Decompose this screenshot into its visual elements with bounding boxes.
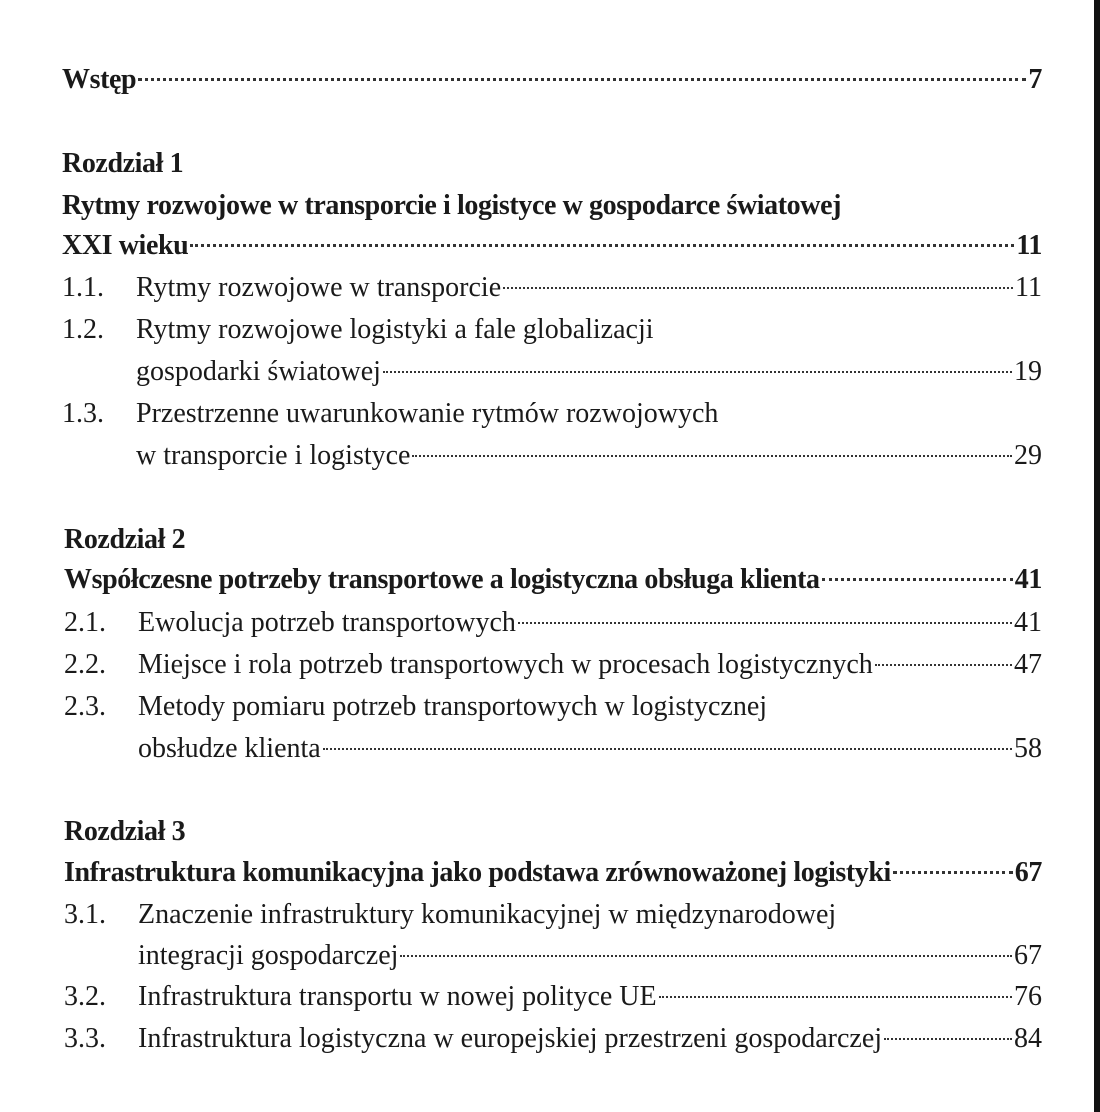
section-title: Przestrzenne uwarunkowanie rytmów rozwojowych xyxy=(136,398,719,429)
section-title: Ewolucja potrzeb transportowych xyxy=(138,607,516,638)
section-title: Infrastruktura logistyczna w europejskiej przestrzeni gospodarczej xyxy=(138,1023,883,1054)
section-title: Infrastruktura transportu w nowej polityce UE xyxy=(138,981,657,1012)
dot-leader xyxy=(503,287,1013,289)
dot-leader xyxy=(383,371,1012,373)
toc-entry-3-3[interactable] xyxy=(64,1019,1042,1059)
chapter-title: Infrastruktura komunikacyjna jako podstawa zrównoważonej logistyki xyxy=(64,857,891,888)
toc-entry-2-2[interactable] xyxy=(64,645,1042,685)
page-number: 58 xyxy=(1014,733,1042,764)
section-number: 3.3. xyxy=(64,1023,106,1054)
dot-leader xyxy=(884,1038,1012,1040)
section-title: Miejsce i rola potrzeb transportowych w procesach logistycznych xyxy=(138,649,873,680)
toc-entry-1-3[interactable] xyxy=(62,436,1042,476)
toc-entry-3-1[interactable] xyxy=(64,936,1042,976)
toc-entry-chapter-1[interactable] xyxy=(62,226,1042,266)
page-number: 67 xyxy=(1014,940,1042,971)
dot-leader xyxy=(659,996,1012,998)
section-number: 2.2. xyxy=(64,649,106,680)
toc-entry-2-3[interactable] xyxy=(64,729,1042,769)
section-title-continued: w transporcie i logistyce xyxy=(136,440,411,471)
toc-entry-2-1[interactable] xyxy=(64,603,1042,643)
section-number: 3.1. xyxy=(64,899,106,930)
toc-entry-1-2[interactable] xyxy=(62,352,1042,392)
section-title: Metody pomiaru potrzeb transportowych w logistycznej xyxy=(138,691,768,722)
section-title: Znaczenie infrastruktury komunikacyjnej w międzynarodowej xyxy=(138,899,837,930)
section-number: 1.3. xyxy=(62,398,104,429)
section-title: Rytmy rozwojowe logistyki a fale globalizacji xyxy=(136,314,654,345)
dot-leader xyxy=(822,578,1013,581)
chapter-title: Współczesne potrzeby transportowe a logistyczna obsługa klienta xyxy=(64,564,820,595)
section-title: Rytmy rozwojowe w transporcie xyxy=(136,272,502,303)
page-number: 7 xyxy=(1028,64,1042,95)
page-number: 84 xyxy=(1014,1023,1042,1054)
section-number: 1.1. xyxy=(62,272,104,303)
page-number: 67 xyxy=(1014,857,1042,888)
toc-entry-3-2[interactable] xyxy=(64,977,1042,1017)
page-number: 41 xyxy=(1014,607,1042,638)
page-number: 19 xyxy=(1014,356,1042,387)
dot-leader xyxy=(400,955,1012,957)
page-number: 76 xyxy=(1014,981,1042,1012)
dot-leader xyxy=(412,455,1012,457)
toc-entry-1-1[interactable] xyxy=(62,268,1042,308)
page-number: 41 xyxy=(1014,564,1042,595)
section-title-continued: integracji gospodarczej xyxy=(138,940,399,971)
chapter-label: Rozdział 1 xyxy=(62,148,184,179)
dot-leader xyxy=(138,78,1026,81)
toc-entry-chapter-3[interactable] xyxy=(64,853,1042,893)
chapter-label: Rozdział 2 xyxy=(64,524,186,555)
chapter-label: Rozdział 3 xyxy=(64,816,186,847)
page-number: 29 xyxy=(1014,440,1042,471)
dot-leader xyxy=(893,871,1013,874)
section-number: 3.2. xyxy=(64,981,106,1012)
page-number: 47 xyxy=(1014,649,1042,680)
section-number: 1.2. xyxy=(62,314,104,345)
scan-edge xyxy=(1094,0,1100,1112)
dot-leader xyxy=(518,622,1012,624)
dot-leader xyxy=(875,664,1012,666)
section-title-continued: gospodarki światowej xyxy=(136,356,381,387)
dot-leader xyxy=(190,244,1014,247)
section-number: 2.1. xyxy=(64,607,106,638)
page-number: 11 xyxy=(1016,230,1042,261)
toc-entry-intro[interactable] xyxy=(62,60,1042,100)
dot-leader xyxy=(323,748,1012,750)
toc-entry-title: Wstęp xyxy=(62,64,137,95)
page-number: 11 xyxy=(1015,272,1042,303)
toc-entry-chapter-2[interactable] xyxy=(64,560,1042,600)
section-title-continued: obsłudze klienta xyxy=(138,733,321,764)
section-number: 2.3. xyxy=(64,691,106,722)
chapter-title-continued: XXI wieku xyxy=(62,230,189,261)
chapter-title: Rytmy rozwojowe w transporcie i logistyce w gospodarce światowej xyxy=(62,190,842,221)
